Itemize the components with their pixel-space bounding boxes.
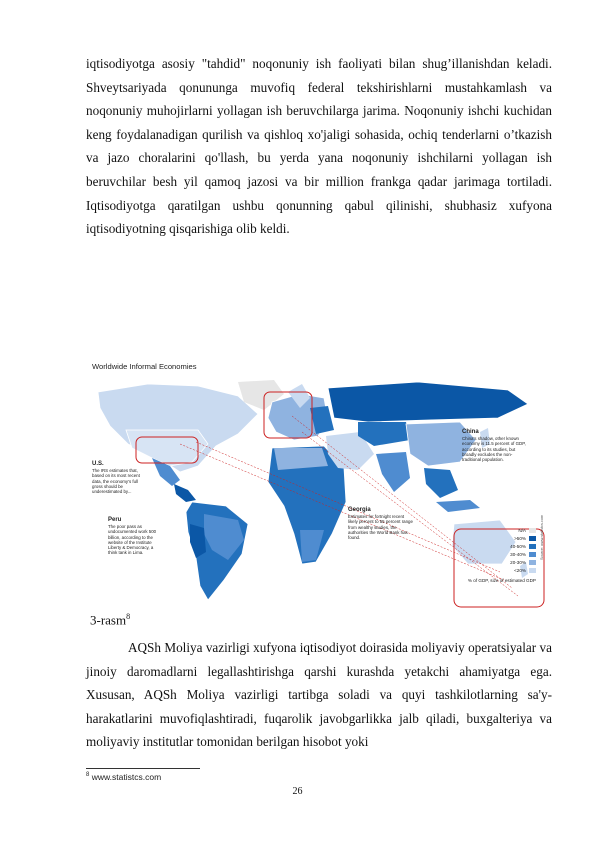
legend-item-label: N/A bbox=[518, 528, 526, 533]
legend-swatch bbox=[529, 568, 536, 573]
legend-item-label: <20% bbox=[514, 568, 526, 573]
footnote-divider bbox=[86, 768, 200, 769]
legend-item bbox=[510, 552, 536, 558]
footnote-text: www.statistcs.com bbox=[91, 772, 162, 782]
figure-source-caption: Source: www.statistcs.com bbox=[540, 514, 544, 560]
legend-item bbox=[518, 528, 536, 534]
legend-item bbox=[510, 560, 536, 566]
footnote-number: 8 bbox=[86, 772, 90, 779]
annotation-china bbox=[462, 430, 526, 462]
annotation-peru bbox=[108, 518, 160, 555]
legend-swatch bbox=[529, 528, 536, 533]
legend-item bbox=[514, 536, 536, 542]
page-number: 26 bbox=[292, 786, 303, 797]
legend-item-label: 40-50% bbox=[510, 544, 526, 549]
body-paragraph-2: AQSh Moliya vazirligi xufyona iqtisodiyot doirasida moliyaviy operatsiyalar va jinoiy daromadlarni legallashtirishga qarshi kurashda yetakchi ahamiyatga ega. Xususan, AQSh Moliya vazirligi tartibga soladi va quyi tashkilotlarning sa'y-harakatlarini muvofiqlashtiradi, fuqarolik javobgarlikka jalb qiladi, buxgalteriya va moliyaviy institutlar tomonidan berilgan hisobot yoki bbox=[86, 640, 552, 750]
figure-title: Worldwide Informal Economies bbox=[92, 362, 197, 371]
annotation-peru-text: The poor pass as undocumented work 500 billion, according to the website of the Institute Liberty & Democracy, a think tank in Lima. bbox=[108, 524, 157, 556]
legend-swatch bbox=[529, 552, 536, 557]
annotation-georgia-title: Georgia bbox=[348, 507, 371, 513]
legend-swatch bbox=[529, 544, 536, 549]
footnote-ref: 8 bbox=[126, 612, 131, 621]
annotation-us bbox=[92, 462, 144, 494]
annotation-georgia bbox=[348, 508, 414, 540]
annotation-peru-title: Peru bbox=[108, 517, 122, 523]
annotation-china-text: China's shadow, other known economy is 11.5 percent of GDP, according to its studies, but broadly excludes the non-traditional population. bbox=[462, 436, 526, 463]
annotation-us-title: U.S. bbox=[92, 461, 104, 467]
annotation-us-text: The IRS estimates that, based on its most recent data, the economy's full gross should be underestimated by... bbox=[92, 468, 140, 495]
legend-item bbox=[510, 544, 536, 550]
body-paragraph-1: iqtisodiyotga asosiy "tahdid" noqonuniy ish faoliyati bilan shug’illanishdan keladi. Shveytsariyada qonununga muvofiq federal tekshirishlarni mustahkamlash va noqonuniy muhojirlarni yollagan ish beruvchilarga jarima. Noqonuniy ishchi kuchidan keng foydalanadigan qurilish va qishloq xo'jaligi sohasida, ochiq tenderlarni o’tkazish va jazo choralarini qo'llash, bu yerda yana noqonuniy ishchilarni yollagan ish beruvchilar besh yil qamoq jazosi va bir million frankga qadar jarimaga tortiladi. Iqtisodiyotga qaratilgan ushbu qonunning qabul qilinishi, shubhasiz xufyona iqtisodiyotning qisqarishiga olib keldi. bbox=[86, 56, 552, 237]
world-map-figure bbox=[88, 360, 550, 608]
figure-caption bbox=[90, 612, 130, 628]
legend-item bbox=[514, 568, 536, 574]
map-legend bbox=[458, 508, 542, 598]
figure-caption-label: 3-rasm bbox=[90, 612, 127, 628]
footnote bbox=[86, 772, 161, 782]
legend-swatch bbox=[529, 536, 536, 541]
legend-note: % of GDP, size of estimated GDP bbox=[467, 578, 536, 583]
legend-item-label: 20-30% bbox=[510, 560, 526, 565]
legend-swatch bbox=[529, 560, 536, 565]
annotation-georgia-text: Estimates for fortnight recent likely percent to 55 percent range from wealthy studies, the authorities the World Bank has found. bbox=[348, 514, 413, 541]
legend-item-label: 30-40% bbox=[510, 552, 526, 557]
annotation-china-title: China bbox=[462, 429, 479, 435]
legend-item-label: >50% bbox=[514, 536, 526, 541]
